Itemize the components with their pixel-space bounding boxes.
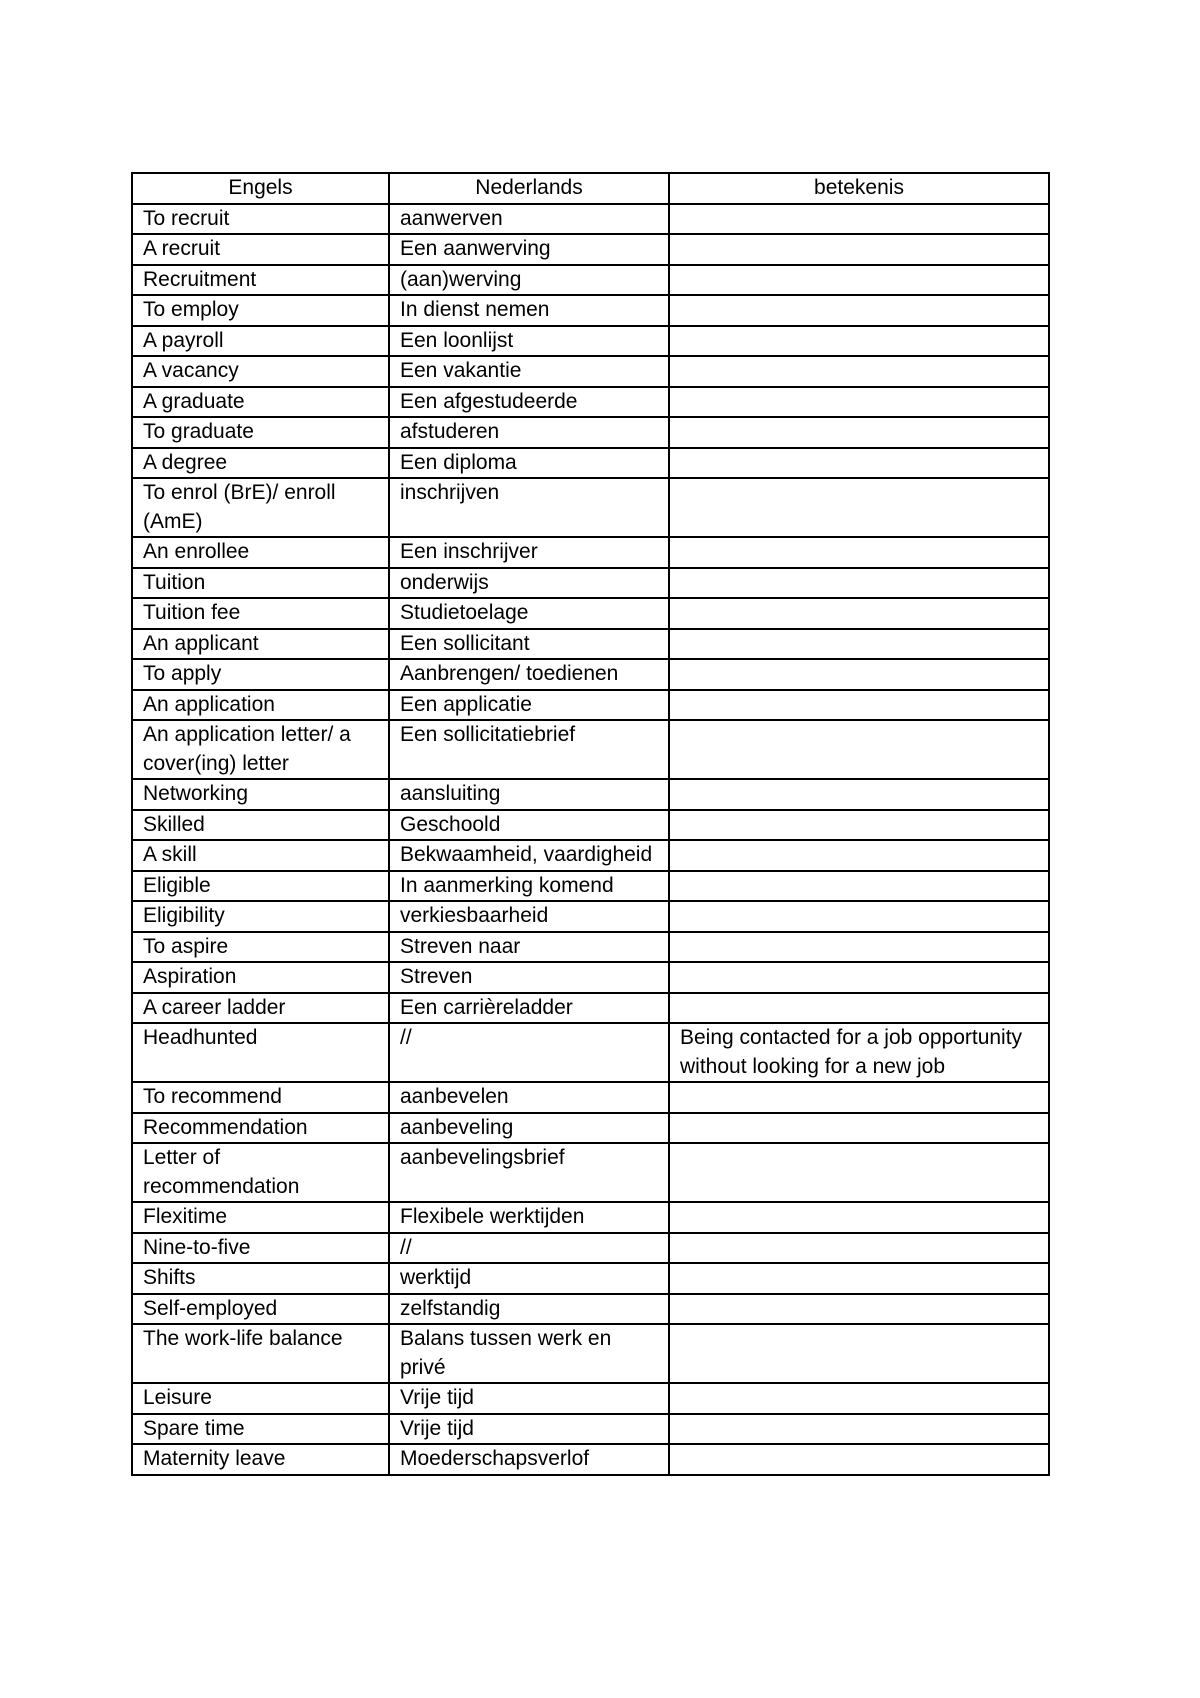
cell-engels: To enrol (BrE)/ enroll (AmE) (132, 478, 389, 537)
cell-engels: Eligible (132, 871, 389, 902)
cell-engels: An application (132, 690, 389, 721)
cell-nederlands: Vrije tijd (389, 1414, 669, 1445)
cell-nederlands: onderwijs (389, 568, 669, 599)
table-row (132, 1383, 1049, 1414)
cell-engels: A vacancy (132, 356, 389, 387)
table-body (132, 204, 1049, 1475)
cell-engels: Networking (132, 779, 389, 810)
cell-engels: A graduate (132, 387, 389, 418)
table-row (132, 417, 1049, 448)
table-row (132, 629, 1049, 660)
cell-betekenis (669, 1414, 1049, 1445)
cell-betekenis (669, 326, 1049, 357)
table-row (132, 1023, 1049, 1082)
header-engels: Engels (132, 173, 389, 204)
cell-betekenis (669, 356, 1049, 387)
cell-betekenis (669, 629, 1049, 660)
cell-nederlands: In aanmerking komend (389, 871, 669, 902)
cell-betekenis (669, 993, 1049, 1024)
cell-betekenis (669, 1233, 1049, 1264)
cell-nederlands: Streven (389, 962, 669, 993)
cell-engels: To apply (132, 659, 389, 690)
cell-engels: To aspire (132, 932, 389, 963)
cell-engels: Recruitment (132, 265, 389, 296)
cell-nederlands: zelfstandig (389, 1294, 669, 1325)
cell-betekenis (669, 568, 1049, 599)
cell-engels: An application letter/ a cover(ing) letter (132, 720, 389, 779)
cell-nederlands: Een loonlijst (389, 326, 669, 357)
cell-nederlands: afstuderen (389, 417, 669, 448)
cell-betekenis (669, 1202, 1049, 1233)
table-row (132, 962, 1049, 993)
cell-nederlands: Studietoelage (389, 598, 669, 629)
cell-engels: Skilled (132, 810, 389, 841)
table-row (132, 690, 1049, 721)
cell-nederlands: aanbevelen (389, 1082, 669, 1113)
table-row (132, 568, 1049, 599)
cell-engels: Nine-to-five (132, 1233, 389, 1264)
table-row (132, 478, 1049, 537)
table-row (132, 871, 1049, 902)
table-row (132, 1143, 1049, 1202)
table-row (132, 356, 1049, 387)
cell-engels: An enrollee (132, 537, 389, 568)
cell-engels: To graduate (132, 417, 389, 448)
cell-nederlands: In dienst nemen (389, 295, 669, 326)
table-row (132, 387, 1049, 418)
table-row (132, 1263, 1049, 1294)
cell-nederlands: Een sollicitatiebrief (389, 720, 669, 779)
table-row (132, 720, 1049, 779)
cell-betekenis (669, 810, 1049, 841)
cell-nederlands: aanwerven (389, 204, 669, 235)
cell-betekenis (669, 932, 1049, 963)
vocabulary-table (131, 172, 1050, 1476)
table-row (132, 326, 1049, 357)
cell-engels: A recruit (132, 234, 389, 265)
cell-nederlands: Aanbrengen/ toedienen (389, 659, 669, 690)
cell-betekenis (669, 478, 1049, 537)
cell-nederlands: Een diploma (389, 448, 669, 479)
cell-betekenis (669, 1294, 1049, 1325)
cell-engels: Aspiration (132, 962, 389, 993)
table-row (132, 204, 1049, 235)
cell-engels: Shifts (132, 1263, 389, 1294)
cell-nederlands: Een carrièreladder (389, 993, 669, 1024)
cell-betekenis (669, 962, 1049, 993)
cell-nederlands: Vrije tijd (389, 1383, 669, 1414)
cell-engels: Self-employed (132, 1294, 389, 1325)
cell-engels: To recruit (132, 204, 389, 235)
cell-betekenis (669, 1444, 1049, 1475)
cell-engels: Headhunted (132, 1023, 389, 1082)
cell-betekenis (669, 598, 1049, 629)
cell-nederlands: // (389, 1023, 669, 1082)
cell-engels: Tuition (132, 568, 389, 599)
cell-nederlands: Geschoold (389, 810, 669, 841)
cell-nederlands: aanbeveling (389, 1113, 669, 1144)
cell-betekenis (669, 448, 1049, 479)
cell-engels: Recommendation (132, 1113, 389, 1144)
cell-nederlands: Een inschrijver (389, 537, 669, 568)
cell-nederlands: Een aanwerving (389, 234, 669, 265)
cell-nederlands: aanbevelingsbrief (389, 1143, 669, 1202)
table-row (132, 1294, 1049, 1325)
table-row (132, 265, 1049, 296)
cell-betekenis: Being contacted for a job opportunity without looking for a new job (669, 1023, 1049, 1082)
cell-betekenis (669, 1113, 1049, 1144)
table-row (132, 1082, 1049, 1113)
cell-betekenis (669, 204, 1049, 235)
cell-nederlands: Een afgestudeerde (389, 387, 669, 418)
cell-betekenis (669, 537, 1049, 568)
cell-engels: Spare time (132, 1414, 389, 1445)
table-row (132, 932, 1049, 963)
cell-nederlands: inschrijven (389, 478, 669, 537)
cell-engels: To employ (132, 295, 389, 326)
table-row (132, 901, 1049, 932)
cell-nederlands: aansluiting (389, 779, 669, 810)
cell-betekenis (669, 1143, 1049, 1202)
cell-betekenis (669, 901, 1049, 932)
cell-betekenis (669, 720, 1049, 779)
cell-betekenis (669, 779, 1049, 810)
header-nederlands: Nederlands (389, 173, 669, 204)
cell-betekenis (669, 871, 1049, 902)
cell-nederlands: // (389, 1233, 669, 1264)
cell-betekenis (669, 659, 1049, 690)
table-row (132, 840, 1049, 871)
cell-engels: A career ladder (132, 993, 389, 1024)
cell-engels: To recommend (132, 1082, 389, 1113)
cell-nederlands: Een applicatie (389, 690, 669, 721)
cell-nederlands: Balans tussen werk en privé (389, 1324, 669, 1383)
table-row (132, 234, 1049, 265)
table-row (132, 810, 1049, 841)
cell-engels: Maternity leave (132, 1444, 389, 1475)
cell-engels: Leisure (132, 1383, 389, 1414)
table-row (132, 993, 1049, 1024)
cell-betekenis (669, 1082, 1049, 1113)
cell-nederlands: Moederschapsverlof (389, 1444, 669, 1475)
table-header (132, 173, 1049, 204)
cell-nederlands: Bekwaamheid, vaardigheid (389, 840, 669, 871)
cell-betekenis (669, 690, 1049, 721)
cell-betekenis (669, 234, 1049, 265)
cell-nederlands: (aan)werving (389, 265, 669, 296)
cell-engels: Tuition fee (132, 598, 389, 629)
cell-engels: A payroll (132, 326, 389, 357)
cell-engels: An applicant (132, 629, 389, 660)
cell-nederlands: Een sollicitant (389, 629, 669, 660)
cell-engels: Eligibility (132, 901, 389, 932)
header-betekenis: betekenis (669, 173, 1049, 204)
header-row (132, 173, 1049, 204)
cell-engels: A degree (132, 448, 389, 479)
cell-betekenis (669, 1263, 1049, 1294)
cell-nederlands: Flexibele werktijden (389, 1202, 669, 1233)
cell-betekenis (669, 295, 1049, 326)
cell-betekenis (669, 1324, 1049, 1383)
cell-engels: The work-life balance (132, 1324, 389, 1383)
table-row (132, 448, 1049, 479)
cell-betekenis (669, 417, 1049, 448)
cell-engels: Flexitime (132, 1202, 389, 1233)
table-row (132, 537, 1049, 568)
table-row (132, 295, 1049, 326)
table-row (132, 1444, 1049, 1475)
cell-nederlands: werktijd (389, 1263, 669, 1294)
cell-betekenis (669, 840, 1049, 871)
table-row (132, 1202, 1049, 1233)
cell-betekenis (669, 387, 1049, 418)
cell-engels: A skill (132, 840, 389, 871)
cell-engels: Letter of recommendation (132, 1143, 389, 1202)
table-row (132, 1233, 1049, 1264)
cell-betekenis (669, 1383, 1049, 1414)
table-row (132, 779, 1049, 810)
table-row (132, 1324, 1049, 1383)
table-row (132, 659, 1049, 690)
cell-nederlands: verkiesbaarheid (389, 901, 669, 932)
table-row (132, 1113, 1049, 1144)
cell-nederlands: Streven naar (389, 932, 669, 963)
table-row (132, 598, 1049, 629)
table-row (132, 1414, 1049, 1445)
cell-betekenis (669, 265, 1049, 296)
cell-nederlands: Een vakantie (389, 356, 669, 387)
